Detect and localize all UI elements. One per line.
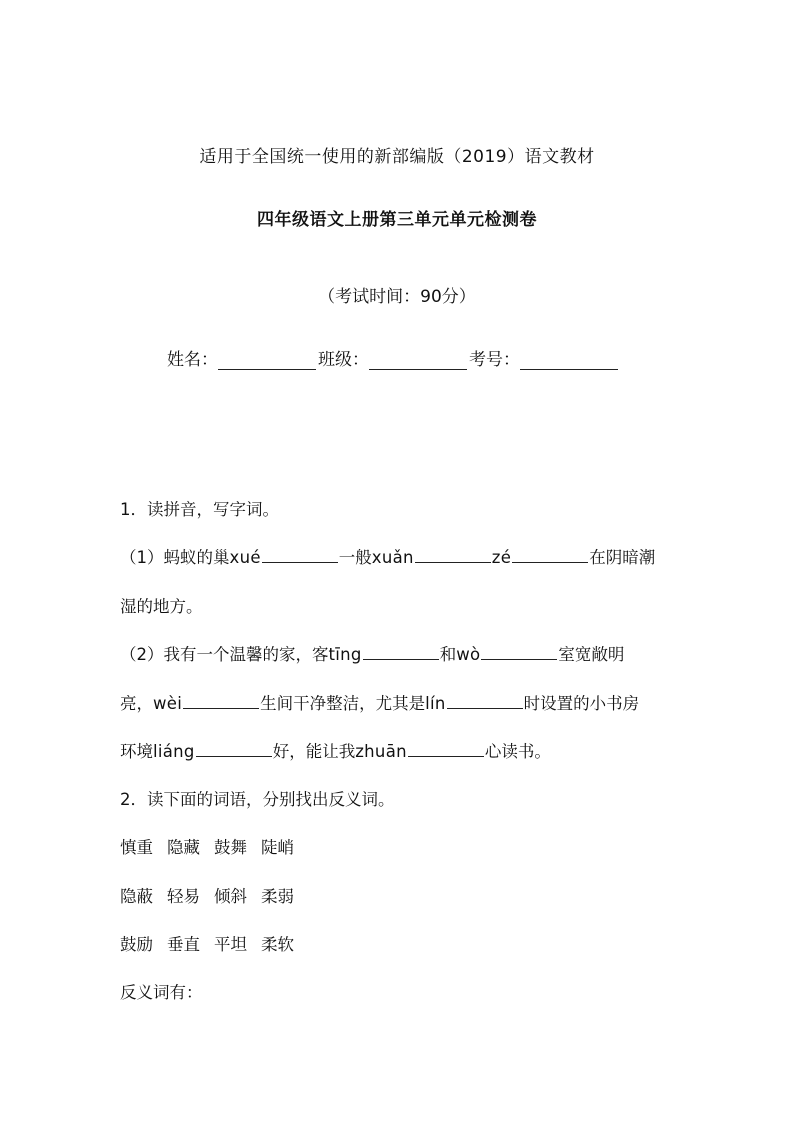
sentence-text: 心读书。 (484, 742, 551, 761)
name-label: 姓名： (167, 350, 218, 370)
exam-time: （考试时间：90分） (318, 287, 476, 307)
pinyin: xuǎn (371, 548, 414, 567)
answer-blank[interactable] (196, 740, 272, 757)
pinyin: zé (491, 548, 512, 567)
sentence-text: 在阴暗潮 (589, 548, 656, 567)
question-1-sentence-2-line-2 (120, 690, 639, 714)
sentence-text: （2）我有一个温馨的家，客 (120, 645, 329, 664)
class-blank[interactable] (369, 349, 467, 370)
word: 柔软 (261, 935, 294, 954)
sentence-text: 亮， (120, 694, 153, 713)
pinyin: liáng (153, 742, 195, 761)
sentence-text: 和 (439, 645, 457, 664)
pinyin: lín (425, 694, 446, 713)
word: 轻易 (167, 887, 200, 906)
word: 慎重 (120, 838, 153, 857)
word: 鼓励 (120, 935, 153, 954)
pinyin: wò (456, 645, 481, 664)
word: 隐藏 (167, 838, 200, 857)
class-label: 班级： (318, 350, 369, 370)
sentence-text: 室宽敞明 (558, 645, 625, 664)
answer-blank[interactable] (363, 643, 439, 660)
answer-blank[interactable] (481, 643, 557, 660)
answer-blank[interactable] (447, 692, 523, 709)
answer-blank[interactable] (408, 740, 484, 757)
word: 柔弱 (261, 887, 294, 906)
pinyin: tīng (328, 645, 362, 664)
word: 隐蔽 (120, 887, 153, 906)
question-1-sentence-1-line-2: 湿的地方。 (120, 597, 203, 616)
sentence-text: 好，能让我 (272, 742, 356, 761)
number-blank[interactable] (520, 349, 618, 370)
question-1-prompt: 1．读拼音，写字词。 (120, 500, 279, 519)
sentence-text: 时设置的小书房 (523, 694, 640, 713)
question-1-sentence-2-line-1 (120, 641, 624, 665)
question-2-prompt: 2．读下面的词语，分别找出反义词。 (120, 790, 395, 809)
exam-title: 四年级语文上册第三单元单元检测卷 (257, 210, 537, 230)
word-row (120, 931, 308, 955)
word: 垂直 (167, 935, 200, 954)
sentence-text: （1）蚂蚁的巢 (120, 548, 230, 567)
pinyin: xué (229, 548, 261, 567)
sentence-text: 生间干净整洁，尤其是 (260, 694, 426, 713)
answer-blank[interactable] (183, 692, 259, 709)
answer-blank[interactable] (262, 546, 338, 563)
word: 平坦 (214, 935, 247, 954)
word: 倾斜 (214, 887, 247, 906)
number-label: 考号： (469, 350, 520, 370)
word-row (120, 883, 308, 907)
word: 鼓舞 (214, 838, 247, 857)
sentence-text: 环境 (120, 742, 153, 761)
word-row (120, 834, 308, 858)
word: 陡峭 (261, 838, 294, 857)
antonym-answer-label: 反义词有： (120, 983, 203, 1002)
textbook-subtitle: 适用于全国统一使用的新部编版（2019）语文教材 (199, 147, 595, 167)
sentence-text: 一般 (338, 548, 372, 567)
answer-blank[interactable] (415, 546, 491, 563)
question-1-sentence-2-line-3 (120, 738, 551, 762)
student-info-row (167, 345, 620, 370)
question-1-sentence-1-line-1 (120, 544, 655, 568)
answer-blank[interactable] (512, 546, 588, 563)
name-blank[interactable] (218, 349, 316, 370)
pinyin: wèi (153, 694, 183, 713)
pinyin: zhuān (355, 742, 407, 761)
